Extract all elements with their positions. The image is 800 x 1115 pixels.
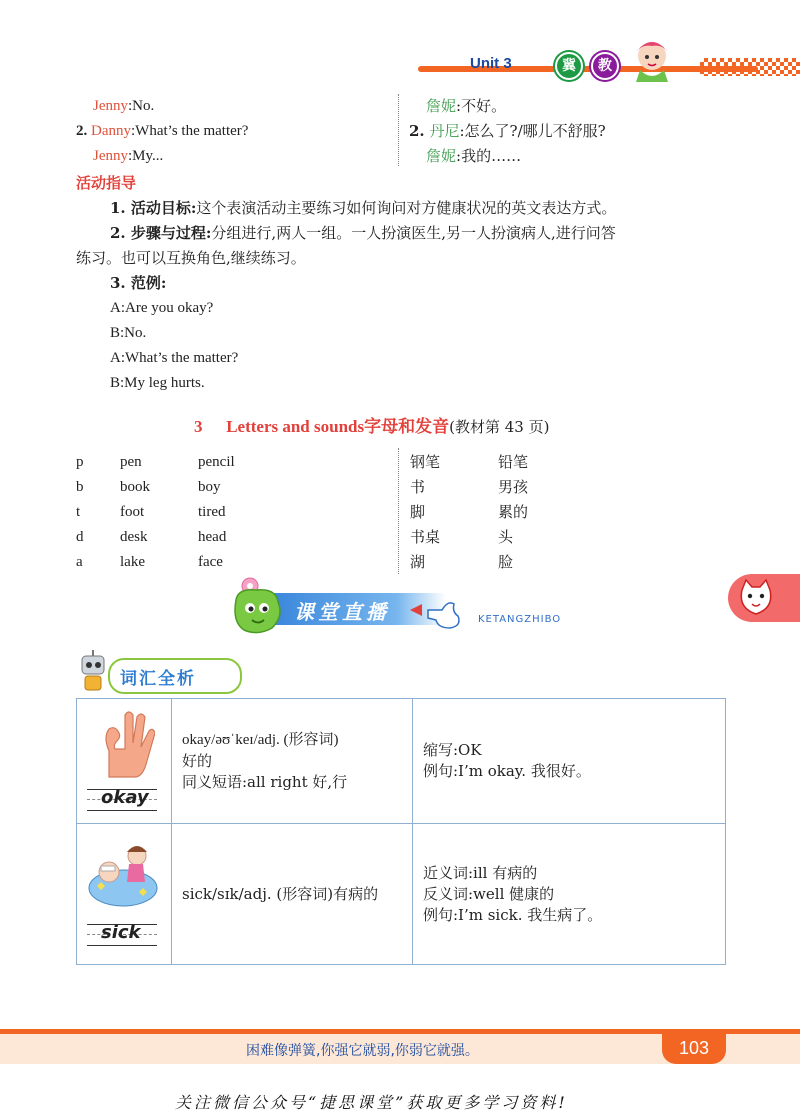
dialogue-line-left-1: Jenny:No. — [93, 98, 155, 114]
table-row — [77, 699, 726, 824]
note-line: 例句:I’m okay. 我很好。 — [423, 762, 591, 780]
letters-cell-w1: book — [120, 479, 150, 495]
letters-cell-c2: 男孩 — [498, 478, 529, 496]
sick-child-icon — [87, 838, 161, 908]
table-row — [77, 824, 726, 965]
letters-cell-letter: d — [76, 529, 84, 545]
page-number: 103 — [662, 1032, 726, 1064]
letters-cell-c1: 书桌 — [410, 528, 441, 546]
dialogue-line-right-2: 2. 丹尼:怎么了?/哪儿不舒服? — [409, 122, 606, 140]
letters-cell-letter: b — [76, 479, 84, 495]
definition-line: sick/sɪk/adj. (形容词)有病的 — [182, 884, 379, 903]
vocab-section-title: 词汇全析 — [120, 669, 196, 689]
letters-cell-w1: foot — [120, 504, 145, 520]
letters-cell-w2: boy — [198, 479, 221, 495]
letters-cell-w2: face — [198, 554, 223, 570]
dialogue-line-right-1: 詹妮:不好。 — [426, 97, 507, 115]
example-line: A:What’s the matter? — [110, 350, 239, 366]
activity-item-3: 3. 范例: — [110, 274, 167, 292]
note-line: 例句:I’m sick. 我生病了。 — [423, 905, 603, 924]
word-notes-cell — [413, 824, 726, 965]
letters-cell-w1: desk — [120, 529, 148, 545]
dialogue-line-right-3: 詹妮:我的…… — [426, 147, 522, 165]
publisher-badge-ji: 冀 — [555, 52, 583, 80]
robot-mascot-icon — [76, 650, 110, 692]
dialogue-divider — [398, 94, 399, 166]
definition-line: okay/əʊˈkeɪ/adj. (形容词) — [182, 731, 339, 748]
letters-section-title: 3 Letters and sounds字母和发音(教材第 43 页) — [194, 417, 550, 437]
ok-hand-icon — [95, 707, 155, 783]
dialogue-line-left-3: Jenny:My... — [93, 148, 164, 164]
unit-label: Unit 3 — [470, 55, 512, 72]
example-line: A:Are you okay? — [110, 300, 214, 316]
word-image-cell — [77, 824, 172, 965]
letters-cell-c1: 湖 — [410, 553, 426, 571]
speaker: Jenny — [93, 148, 128, 164]
green-mascot-icon — [228, 576, 298, 638]
word-image-label: sick — [101, 922, 141, 943]
word-notes-cell — [413, 699, 726, 824]
example-line: B:No. — [110, 325, 147, 341]
letters-cell-c2: 脸 — [498, 553, 514, 571]
banner-title: 课堂直播 — [294, 600, 390, 624]
activity-item-1: 1. 活动目标:这个表演活动主要练习如何询问对方健康状况的英文表达方式。 — [110, 199, 617, 217]
pointing-hand-icon — [408, 596, 468, 632]
publisher-badge-jiao: 教 — [591, 52, 619, 80]
dialogue-line-left-2: 2. Danny:What’s the matter? — [76, 123, 249, 139]
letters-cell-c1: 脚 — [410, 503, 426, 521]
letters-cell-w2: pencil — [198, 454, 235, 470]
example-line: B:My leg hurts. — [110, 375, 205, 391]
letters-divider — [398, 448, 399, 574]
activity-item-2: 2. 步骤与过程:分组进行,两人一组。一人扮演医生,另一人扮演病人,进行问答 — [110, 224, 616, 242]
definition-line: 好的 — [182, 751, 213, 770]
word-definition-cell — [172, 699, 413, 824]
note-line: 缩写:OK — [423, 741, 482, 759]
letters-cell-letter: t — [76, 504, 81, 520]
letters-cell-w2: head — [198, 529, 227, 545]
cat-face-icon — [736, 578, 776, 618]
letters-cell-c1: 书 — [410, 478, 426, 496]
vocab-table — [76, 698, 726, 965]
speaker: Jenny — [93, 98, 128, 114]
note-line: 近义词:ill 有病的 — [423, 863, 538, 882]
cartoon-girl-icon — [622, 36, 682, 82]
letters-cell-w1: pen — [120, 454, 142, 470]
watermark: 关注微信公众号“捷思课堂”获取更多学习资料! — [175, 1093, 568, 1112]
letters-cell-letter: p — [76, 454, 84, 470]
word-image-cell — [77, 699, 172, 824]
letters-cell-w2: tired — [198, 504, 226, 520]
letters-cell-c2: 累的 — [498, 503, 529, 521]
footer-quote: 困难像弹簧,你强它就弱,你弱它就强。 — [246, 1043, 479, 1059]
note-line: 反义词:well 健康的 — [423, 884, 555, 903]
letters-cell-c2: 头 — [498, 528, 514, 546]
speaker: Danny — [91, 123, 131, 139]
activity-title: 活动指导 — [76, 174, 137, 192]
word-definition-cell — [172, 824, 413, 965]
word-image-label: okay — [101, 787, 149, 808]
letters-cell-c1: 钢笔 — [410, 453, 441, 471]
banner-subtitle: KETANGZHIBO — [478, 614, 562, 625]
header-checker-pattern — [700, 58, 800, 76]
letters-cell-w1: lake — [120, 554, 145, 570]
letters-cell-letter: a — [76, 554, 83, 570]
definition-line: 同义短语:all right 好,行 — [182, 772, 348, 791]
activity-item-2-cont: 练习。也可以互换角色,继续练习。 — [76, 249, 306, 267]
letters-cell-c2: 铅笔 — [498, 453, 529, 471]
